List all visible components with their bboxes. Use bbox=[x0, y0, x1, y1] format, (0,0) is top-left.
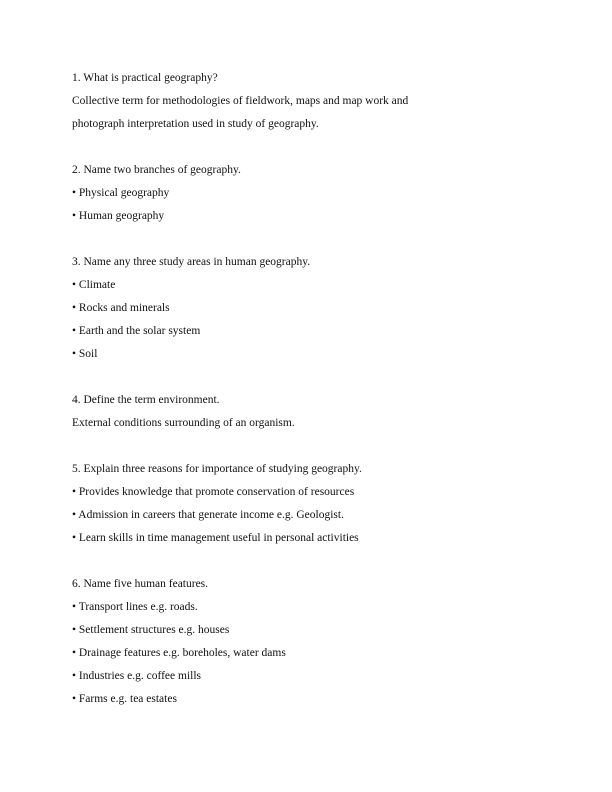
qa-section-1 bbox=[72, 69, 542, 138]
question-text: 6. Name five human features. bbox=[72, 578, 209, 590]
document-page bbox=[72, 69, 542, 736]
bullet-item: • Human geography bbox=[72, 210, 165, 222]
bullet-item: • Soil bbox=[72, 348, 98, 360]
question-text: 4. Define the term environment. bbox=[72, 394, 220, 406]
qa-section-3 bbox=[72, 253, 542, 368]
bullet-item: • Industries e.g. coffee mills bbox=[72, 670, 202, 682]
bullet-item: • Settlement structures e.g. houses bbox=[72, 624, 230, 636]
bullet-item: • Farms e.g. tea estates bbox=[72, 693, 177, 705]
answer-line: photograph interpretation used in study of geography. bbox=[72, 118, 319, 130]
qa-section-2 bbox=[72, 161, 542, 230]
bullet-item: • Climate bbox=[72, 279, 116, 291]
bullet-item: • Rocks and minerals bbox=[72, 302, 170, 314]
qa-section-4 bbox=[72, 391, 542, 437]
bullet-item: • Transport lines e.g. roads. bbox=[72, 601, 198, 613]
answer-line: Collective term for methodologies of fieldwork, maps and map work and bbox=[72, 95, 409, 107]
bullet-item: • Learn skills in time management useful in personal activities bbox=[72, 532, 359, 544]
bullet-item: • Drainage features e.g. boreholes, water dams bbox=[72, 647, 286, 659]
question-text: 1. What is practical geography? bbox=[72, 72, 218, 84]
question-text: 2. Name two branches of geography. bbox=[72, 164, 241, 176]
question-text: 3. Name any three study areas in human geography. bbox=[72, 256, 311, 268]
bullet-item: • Provides knowledge that promote conservation of resources bbox=[72, 486, 355, 498]
question-text: 5. Explain three reasons for importance of studying geography. bbox=[72, 463, 362, 475]
bullet-item: • Earth and the solar system bbox=[72, 325, 201, 337]
bullet-item: • Admission in careers that generate income e.g. Geologist. bbox=[72, 509, 344, 521]
qa-section-6 bbox=[72, 575, 542, 713]
qa-section-5 bbox=[72, 460, 542, 552]
bullet-item: • Physical geography bbox=[72, 187, 170, 199]
answer-line: External conditions surrounding of an organism. bbox=[72, 417, 295, 429]
